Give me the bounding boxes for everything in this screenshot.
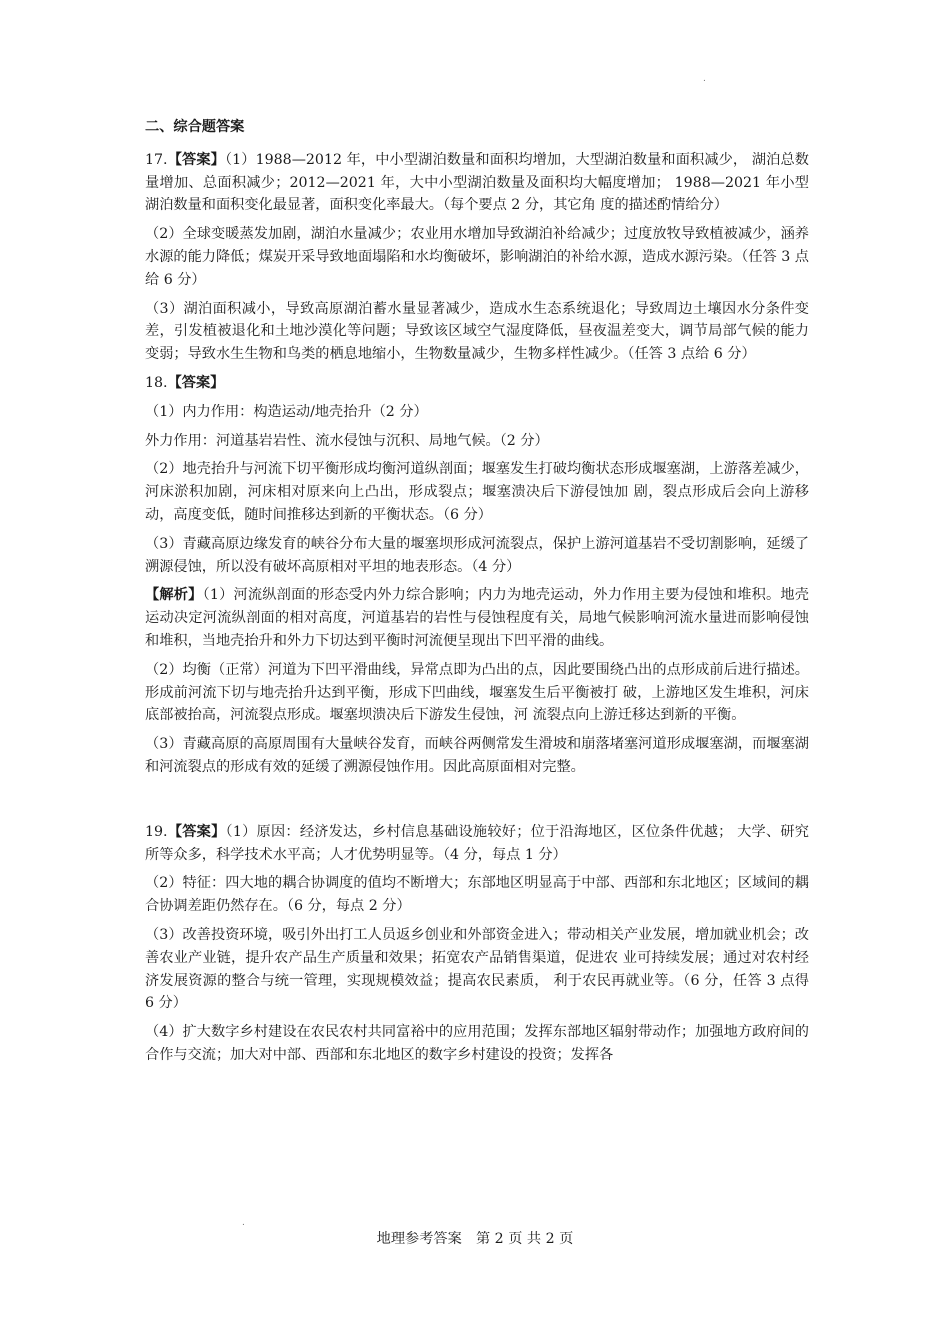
q19-part1-text: （1）原因：经济发达，乡村信息基础设施较好；位于沿海地区，区位条件优越； 大学、研究所等众多，科学技术水平高；人才优势明显等。（4 分，每点 1 分） bbox=[145, 823, 809, 863]
q17-part1-text: （1）1988—2012 年，中小型湖泊数量和面积均增加，大型湖泊数量和面积减少， 湖泊总数量增加、总面积减少；2012—2021 年，大中小型湖泊数量及面积均大幅度增加； 1988—2021 年小型湖泊数量和面积变化最显著，面积变化率最大。（每个要点 2 分，其它角 度的描述酌情给分） bbox=[145, 151, 809, 214]
section-title: 二、综合题答案 bbox=[145, 119, 245, 135]
q17-part2: （2）全球变暖蒸发加剧，湖泊水量减少；农业用水增加导致湖泊补给减少；过度放牧导致植被减少，涵养水源的能力降低；煤炭开采导致地面塌陷和水均衡破坏，影响湖泊的补给水源，造成水源污染。（任答 3 点给 6 分） bbox=[145, 226, 809, 288]
q18-analysis-1 bbox=[145, 584, 809, 652]
q18-number: 18. bbox=[145, 374, 168, 391]
q18-part1: （1）内力作用：构造运动/地壳抬升（2 分） bbox=[145, 403, 428, 420]
q19-number: 19. bbox=[145, 823, 168, 840]
q18-analysis-3: （3）青藏高原的高原周围有大量峡谷发育，而峡谷两侧常发生滑坡和崩落堵塞河道形成堰塞湖，而堰塞湖和河流裂点的形成有效的延缓了溯源侵蚀作用。因此高原面相对完整。 bbox=[145, 736, 809, 775]
q18-analysis-tag: 【解析】 bbox=[145, 587, 203, 604]
q18-part1-external: 外力作用：河道基岩岩性、流水侵蚀与沉积、局地气候。（2 分） bbox=[145, 432, 549, 449]
q19-part2: （2）特征：四大地的耦合协调度的值均不断增大；东部地区明显高于中部、西部和东北地区；区域间的耦合协调差距仍然存在。（6 分，每点 2 分） bbox=[145, 875, 809, 915]
q17-part1 bbox=[145, 149, 809, 217]
q18-analysis-2: （2）均衡（正常）河道为下凹平滑曲线，异常点即为凸出的点，因此要围绕凸出的点形成前后进行描述。形成前河流下切与地壳抬升达到平衡，形成下凹曲线，堰塞发生后平衡被打 破，上游地区发生堆积，河床底部被抬高，河流裂点形成。堰塞坝溃决后下游发生侵蚀，河 流裂点向上游迁移达到新的平衡。 bbox=[145, 661, 809, 724]
q19-part4: （4）扩大数字乡村建设在农民农村共同富裕中的应用范围；发挥东部地区辐射带动作；加强地方政府间的合作与交流；加大对中部、西部和东北地区的数字乡村建设的投资；发挥各 bbox=[145, 1024, 809, 1063]
scan-mark-dot: . bbox=[242, 1218, 245, 1228]
q19-answer-tag: 【答案】 bbox=[167, 823, 226, 840]
q19-part3: （3）改善投资环境，吸引外出打工人员返乡创业和外部资金进入；带动相关产业发展，增加就业机会；改善农业产业链，提升农产品生产质量和效果；拓宽农产品销售渠道，促进农 业可持续发展；通过对农村经济发展资源的整合与统一管理，实现规模效益；提高农民素质， 利于农民再就业等。（6 分，任答 3 点得 6 分） bbox=[145, 926, 809, 1012]
scan-mark-dot: . bbox=[703, 74, 706, 84]
q17-number: 17. bbox=[145, 151, 168, 168]
q18-header bbox=[145, 372, 809, 395]
q17-answer-tag: 【答案】 bbox=[167, 151, 225, 168]
answer-content bbox=[145, 116, 809, 1073]
q17-part3: （3）湖泊面积减小，导致高原湖泊蓄水量显著减少，造成水生态系统退化；导致周边土壤因水分条件变差，引发植被退化和土地沙漠化等问题；导致该区域空气湿度降低，昼夜温差变大，调节局部气候的能力变弱；导致水生生物和鸟类的栖息地缩小，生物数量减少，生物多样性减少。（任答 3 点给 6 分） bbox=[145, 300, 809, 363]
q18-analysis-1-text: （1）河流纵剖面的形态受内外力综合影响；内力为地壳运动，外力作用主要为侵蚀和堆积。地壳运动决定河流纵剖面的相对高度，河道基岩的岩性与侵蚀程度有关，局地气候影响河流水量进而影响侵蚀和堆积，当地壳抬升和外力下切达到平衡时河流便呈现出下凹平滑的曲线。 bbox=[145, 587, 809, 649]
q18-part3: （3）青藏高原边缘发育的峡谷分布大量的堰塞坝形成河流裂点，保护上游河道基岩不受切割影响，延缓了溯源侵蚀，所以没有破坏高原相对平坦的地表形态。（4 分） bbox=[145, 535, 809, 575]
spacer bbox=[145, 785, 809, 821]
q18-answer-tag: 【答案】 bbox=[167, 374, 225, 391]
q19-part1 bbox=[145, 821, 809, 867]
page-footer: 地理参考答案 第 2 页 共 2 页 bbox=[376, 1231, 574, 1247]
q18-part2: （2）地壳抬升与河流下切平衡形成均衡河道纵剖面；堰塞发生打破均衡状态形成堰塞湖，上游落差减少，河床淤积加剧，河床相对原来向上凸出，形成裂点；堰塞溃决后下游侵蚀加 剧，裂点形成后会向上游移动，高度变低，随时间推移达到新的平衡状态。（6 分） bbox=[145, 461, 809, 523]
